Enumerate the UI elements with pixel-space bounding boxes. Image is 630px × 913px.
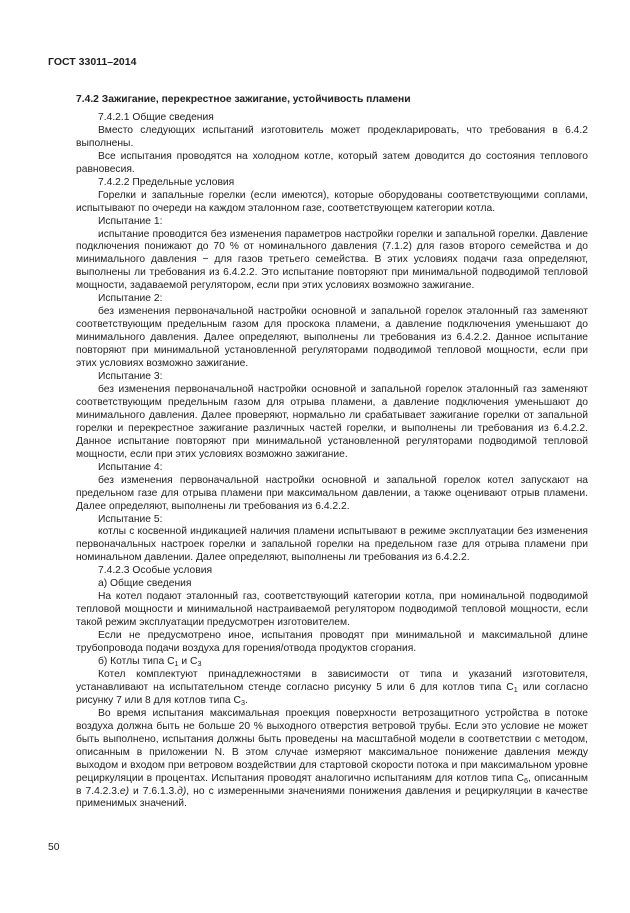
document-header: ГОСТ 33011–2014 bbox=[48, 56, 137, 68]
paragraph: Котел комплектуют принадлежностями в зависимости от типа и указаний изготовителя, устанавливают на испытательном стенде согласно рисунку 5 или 6 для котлов типа $C_1$ или согласно рисунку 7 или 8 для котлов типа $C_3$. bbox=[76, 668, 588, 707]
test-label: Испытание 5: bbox=[98, 513, 163, 525]
test-label: Испытание 4: bbox=[98, 461, 163, 473]
page-number: 50 bbox=[48, 842, 60, 853]
paragraph: без изменения первоначальной настройки основной и запальной горелок эталонный газ заменяют соответствующим предельным газом для отрыва пламени, а давление подключения уменьшают до минимального давления. Далее проверяют, нормально ли срабатывает зажигание горелки от запальной горелки и перекрестное зажигание различных частей горелки, и выполнены ли требования из 6.4.2.2. Данное испытание повторяют при минимальной установленной регуляторами подводимой тепловой мощности, если при этих условиях возможно зажигание. bbox=[76, 383, 588, 460]
subsection-heading: 7.4.2.2 Предельные условия bbox=[98, 176, 235, 188]
test-label: Испытание 2: bbox=[98, 293, 163, 305]
section-title: 7.4.2 Зажигание, перекрестное зажигание, устойчивость пламени bbox=[76, 94, 411, 105]
paragraph: Вместо следующих испытаний изготовитель может продекларировать, что требования в 6.4.2 выполнены. bbox=[76, 124, 588, 149]
paragraph: На котел подают эталонный газ, соответствующий категории котла, при номинальной подводимой тепловой мощности и минимальной настраиваемой регулятором подводимой тепловой мощности, если такой режим эксплуатации предусмотрен изготовителем. bbox=[76, 591, 588, 629]
paragraph: котлы с косвенной индикацией наличия пламени испытывают в режиме эксплуатации без изменения первоначальных настроек горелки и запальной горелки на предельном газе для отрыва пламени при номинальном давлении. Далее определяют, выполнены ли требования из 6.4.2.2. bbox=[76, 526, 588, 564]
test-label: Испытание 1: bbox=[98, 215, 163, 227]
list-heading: б) Котлы типа $C_1$ и $C_3$ bbox=[98, 655, 202, 668]
subsection-heading: 7.4.2.3 Особые условия bbox=[98, 565, 213, 577]
document-body bbox=[76, 94, 588, 811]
paragraph: Во время испытания максимальная проекция поверхности ветрозащитного устройства в потоке воздуха должна быть не больше 20 % выходного отверстия ветровой трубы. Если это условие не может быть выполнено, испытания должны быть проведены на масштабной модели в соответствии с методом, описанным в приложении N. В этом случае измеряют максимальное понижение давления между выходом и входом при ветровом воздействии для стартовой скорости потока и при максимальном уровне рециркуляции в процентах. Испытания проводят аналогично испытаниям для котлов типа $C_6$, описанным в 7.4.2.3.е) и 7.6.1.3.д), но с измеренными значениями понижения давления и рециркуляции в качестве применимых значений. bbox=[76, 707, 588, 810]
paragraph: Горелки и запальные горелки (если имеются), которые оборудованы соответствующими соплами, испытывают по очереди на каждом эталонном газе, соответствующем категории котла. bbox=[76, 189, 588, 214]
subsection-heading: 7.4.2.1 Общие сведения bbox=[98, 111, 214, 123]
test-label: Испытание 3: bbox=[98, 371, 163, 383]
paragraph: Все испытания проводятся на холодном котле, который затем доводится до состояния теплового равновесия. bbox=[76, 150, 588, 175]
list-heading: а) Общие сведения bbox=[98, 578, 192, 590]
paragraph: испытание проводится без изменения параметров настройки горелки и запальной горелки. Давление подключения понижают до 70 % от номинального давления (7.1.2) для газов второго семейства и до минимального давления − для газов третьего семейства. В этих условиях подачи газа определяют, выполнены ли требования из 6.4.2.2. Это испытание повторяют при минимальной подводимой тепловой мощности, задаваемой регулятором, если при этих условиях возможно зажигание. bbox=[76, 228, 588, 292]
paragraph: без изменения первоначальной настройки основной и запальной горелок котел запускают на предельном газе для отрыва пламени при максимальном давлении, а также оценивают отрыв пламени. Далее определяют, выполнены ли требования из 6.4.2.2. bbox=[76, 474, 588, 512]
paragraph: Если не предусмотрено иное, испытания проводят при минимальной и максимальной длине трубопровода подачи воздуха для горения/отвода продуктов сгорания. bbox=[76, 630, 588, 655]
paragraph: без изменения первоначальной настройки основной и запальной горелок эталонный газ заменяют соответствующим предельным газом для проскока пламени, а давление подключения уменьшают до минимального давления. Далее определяют, выполнены ли требования из 6.4.2.2. Данное испытание повторяют при минимальной установленной регуляторами подводимой тепловой мощности, если при этих условиях возможно зажигание. bbox=[76, 306, 588, 370]
